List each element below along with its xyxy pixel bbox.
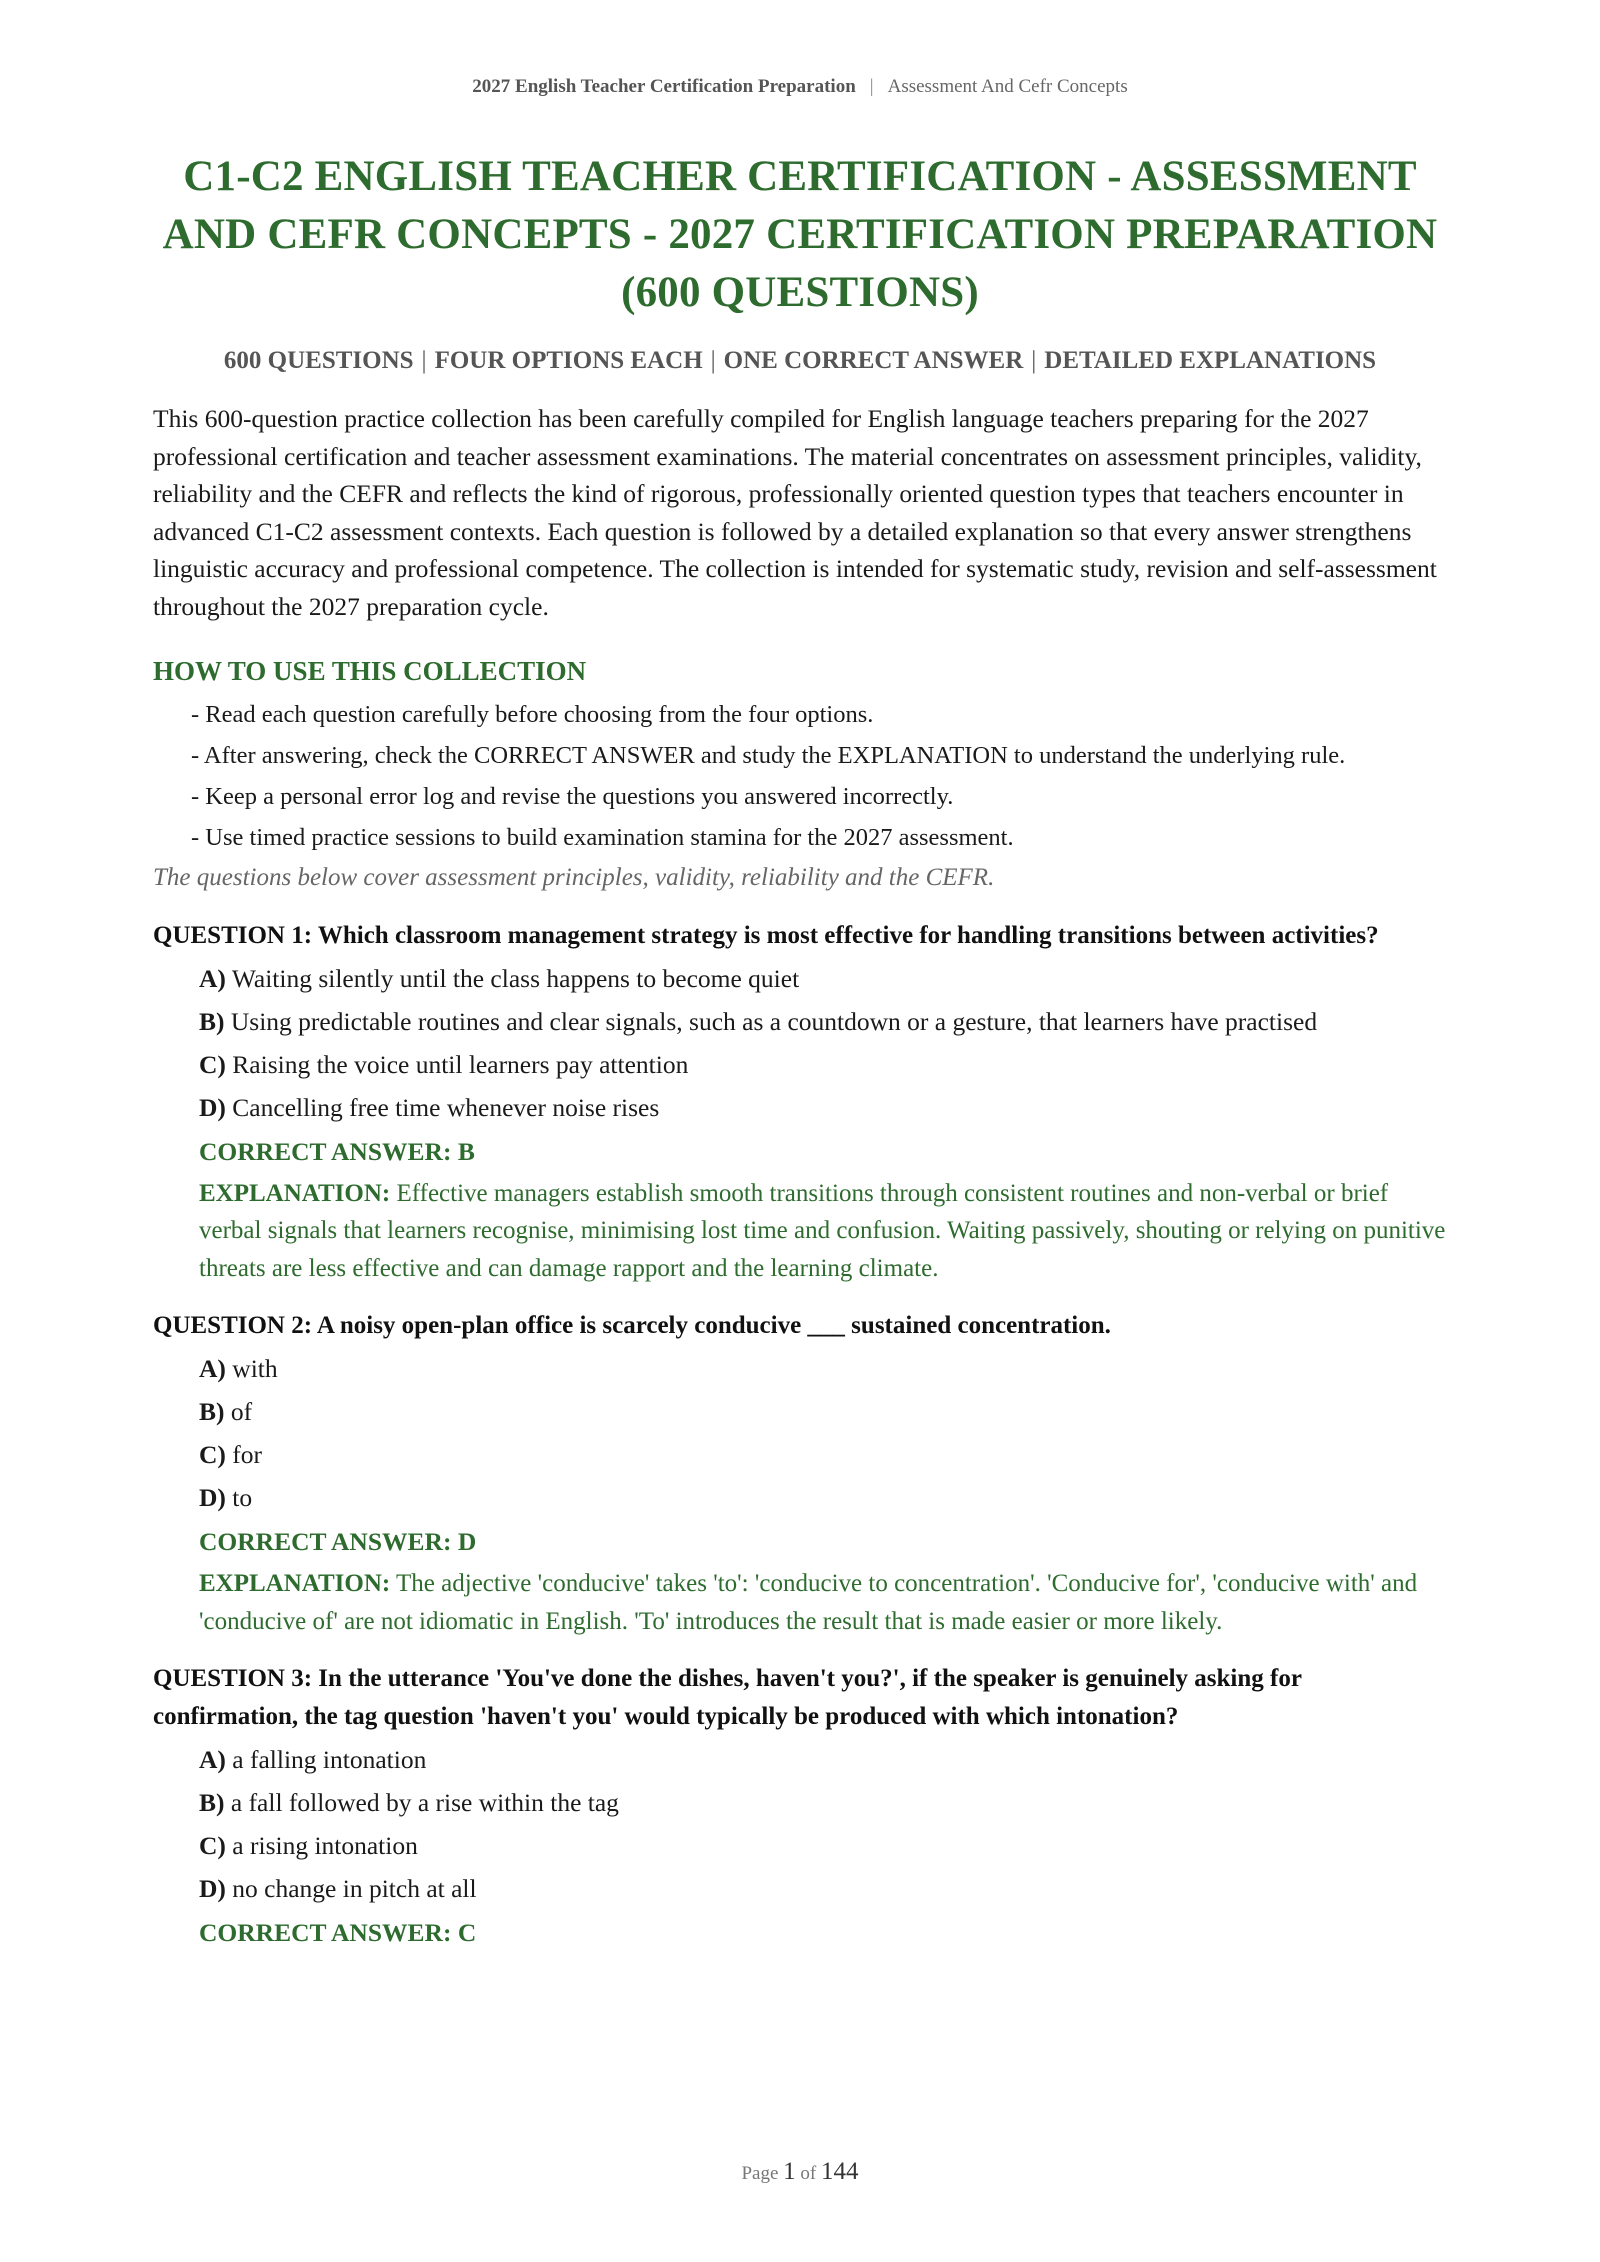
running-header-separator: | — [869, 76, 874, 97]
option-text: for — [232, 1440, 263, 1469]
question-3 — [153, 1660, 1447, 1952]
option-letter: B) — [199, 1788, 225, 1817]
option-letter: C) — [199, 1440, 226, 1469]
option-letter: B) — [199, 1397, 225, 1426]
how-to-use-list — [153, 697, 1447, 856]
page-number: 1 — [783, 2158, 796, 2185]
explanation — [153, 1175, 1447, 1288]
option-letter: D) — [199, 1092, 226, 1122]
of-word: of — [800, 2163, 817, 2184]
running-header-section: Assessment And Cefr Concepts — [887, 76, 1128, 97]
document-subtitle — [153, 344, 1447, 378]
subtitle-item: FOUR OPTIONS EACH — [434, 347, 703, 374]
option-letter: A) — [199, 963, 226, 993]
intro-paragraph: This 600-question practice collection has been carefully compiled for English language teachers preparing for the 2027 professional certification and teacher assessment examinations. The material concentrates on assessment principles, validity, reliability and the CEFR and reflects the kind of rigorous, professionally oriented question types that teachers encounter in advanced C1-C2 assessment contexts. Each question is followed by a detailed explanation so that every answer strengthens linguistic accuracy and professional competence. The collection is intended for systematic study, revision and self-assessment throughout the 2027 preparation cycle. — [153, 404, 1437, 621]
subtitle-separator: | — [710, 347, 716, 374]
question-stem: QUESTION 3: In the utterance 'You've done the dishes, haven't you?', if the speaker is genuinely asking for confirmation, the tag question 'haven't you' would typically be produced with which intonation? — [153, 1665, 1302, 1730]
subtitle-item: DETAILED EXPLANATIONS — [1044, 347, 1377, 374]
option-c — [199, 1047, 1447, 1083]
running-header-course: 2027 English Teacher Certification Preparation — [472, 76, 856, 97]
option-text: a fall followed by a rise within the tag — [230, 1788, 619, 1817]
scope-note: The questions below cover assessment principles, validity, reliability and the CEFR. — [153, 863, 995, 891]
option-d — [199, 1871, 1447, 1907]
option-b — [199, 1785, 1447, 1821]
answer-options — [153, 1742, 1447, 1907]
option-text: Using predictable routines and clear signals, such as a countdown or a gesture, that learners have practised — [230, 1006, 1318, 1036]
document-title: C1-C2 ENGLISH TEACHER CERTIFICATION - ASSESSMENT AND CEFR CONCEPTS - 2027 CERTIFICATION PREPARATION (600 QUESTIONS) — [162, 153, 1438, 316]
explanation-label: EXPLANATION: — [199, 1179, 391, 1207]
explanation — [153, 1565, 1447, 1640]
correct-answer — [153, 1133, 1447, 1171]
list-item: - After answering, check the CORRECT ANSWER and study the EXPLANATION to understand the underlying rule. — [191, 741, 1346, 769]
subtitle-item: ONE CORRECT ANSWER — [723, 347, 1024, 374]
option-letter: B) — [199, 1006, 225, 1036]
option-a — [199, 1742, 1447, 1778]
explanation-text: Effective managers establish smooth transitions through consistent routines and non-verbal or brief verbal signals that learners recognise, minimising lost time and confusion. Waiting passively, shouting or relying on punitive threats are less effective and can damage rapport and the learning climate. — [199, 1179, 1446, 1282]
subtitle-separator: | — [1031, 347, 1037, 374]
option-text: no change in pitch at all — [232, 1874, 477, 1903]
running-header — [153, 0, 1447, 106]
correct-answer-value: B — [457, 1136, 475, 1166]
how-to-use-heading: HOW TO USE THIS COLLECTION — [153, 655, 587, 686]
option-text: Waiting silently until the class happens to become quiet — [231, 963, 800, 993]
option-c — [199, 1828, 1447, 1864]
option-text: Cancelling free time whenever noise rises — [232, 1092, 660, 1122]
correct-answer — [153, 1914, 1447, 1952]
option-d — [199, 1090, 1447, 1126]
option-b — [199, 1394, 1447, 1430]
option-text: a rising intonation — [232, 1831, 418, 1860]
option-text: to — [232, 1483, 253, 1512]
correct-answer-label: CORRECT ANSWER: — [199, 1136, 452, 1166]
option-letter: C) — [199, 1049, 226, 1079]
answer-options — [153, 961, 1447, 1126]
question-stem: QUESTION 1: Which classroom management strategy is most effective for handling transitions between activities? — [153, 921, 1379, 949]
page-footer — [0, 2158, 1600, 2186]
explanation-text: The adjective 'conducive' takes 'to': 'conducive to concentration'. 'Conducive for', 'conducive with' and 'conducive of' are not idiomatic in English. 'To' introduces the result that is made easier or more likely. — [199, 1570, 1418, 1635]
explanation-label: EXPLANATION: — [199, 1570, 391, 1597]
option-letter: D) — [199, 1874, 226, 1903]
correct-answer-label: CORRECT ANSWER: — [199, 1918, 452, 1947]
correct-answer — [153, 1523, 1447, 1561]
subtitle-item: 600 QUESTIONS — [223, 347, 414, 374]
correct-answer-label: CORRECT ANSWER: — [199, 1527, 452, 1556]
list-item: - Keep a personal error log and revise the questions you answered incorrectly. — [191, 782, 954, 810]
option-text: a falling intonation — [232, 1745, 427, 1774]
subtitle-separator: | — [421, 347, 427, 374]
option-a — [199, 1351, 1447, 1387]
option-d — [199, 1480, 1447, 1516]
list-item: - Read each question carefully before choosing from the four options. — [191, 700, 874, 728]
option-a — [199, 961, 1447, 997]
option-c — [199, 1437, 1447, 1473]
question-1 — [153, 917, 1447, 1288]
option-letter: A) — [199, 1354, 226, 1383]
list-item: - Use timed practice sessions to build examination stamina for the 2027 assessment. — [191, 823, 1014, 851]
option-text: Raising the voice until learners pay attention — [232, 1049, 689, 1079]
option-b — [199, 1004, 1447, 1040]
option-text: of — [230, 1397, 253, 1426]
option-letter: C) — [199, 1831, 226, 1860]
option-letter: D) — [199, 1483, 226, 1512]
correct-answer-value: D — [457, 1527, 477, 1556]
page-word: Page — [741, 2163, 779, 2184]
correct-answer-value: C — [457, 1918, 477, 1947]
answer-options — [153, 1351, 1447, 1516]
option-text: with — [232, 1354, 278, 1383]
question-2 — [153, 1307, 1447, 1640]
question-stem: QUESTION 2: A noisy open-plan office is scarcely conducive ___ sustained concentration. — [153, 1312, 1111, 1339]
total-pages: 144 — [821, 2158, 859, 2185]
option-letter: A) — [199, 1745, 226, 1774]
